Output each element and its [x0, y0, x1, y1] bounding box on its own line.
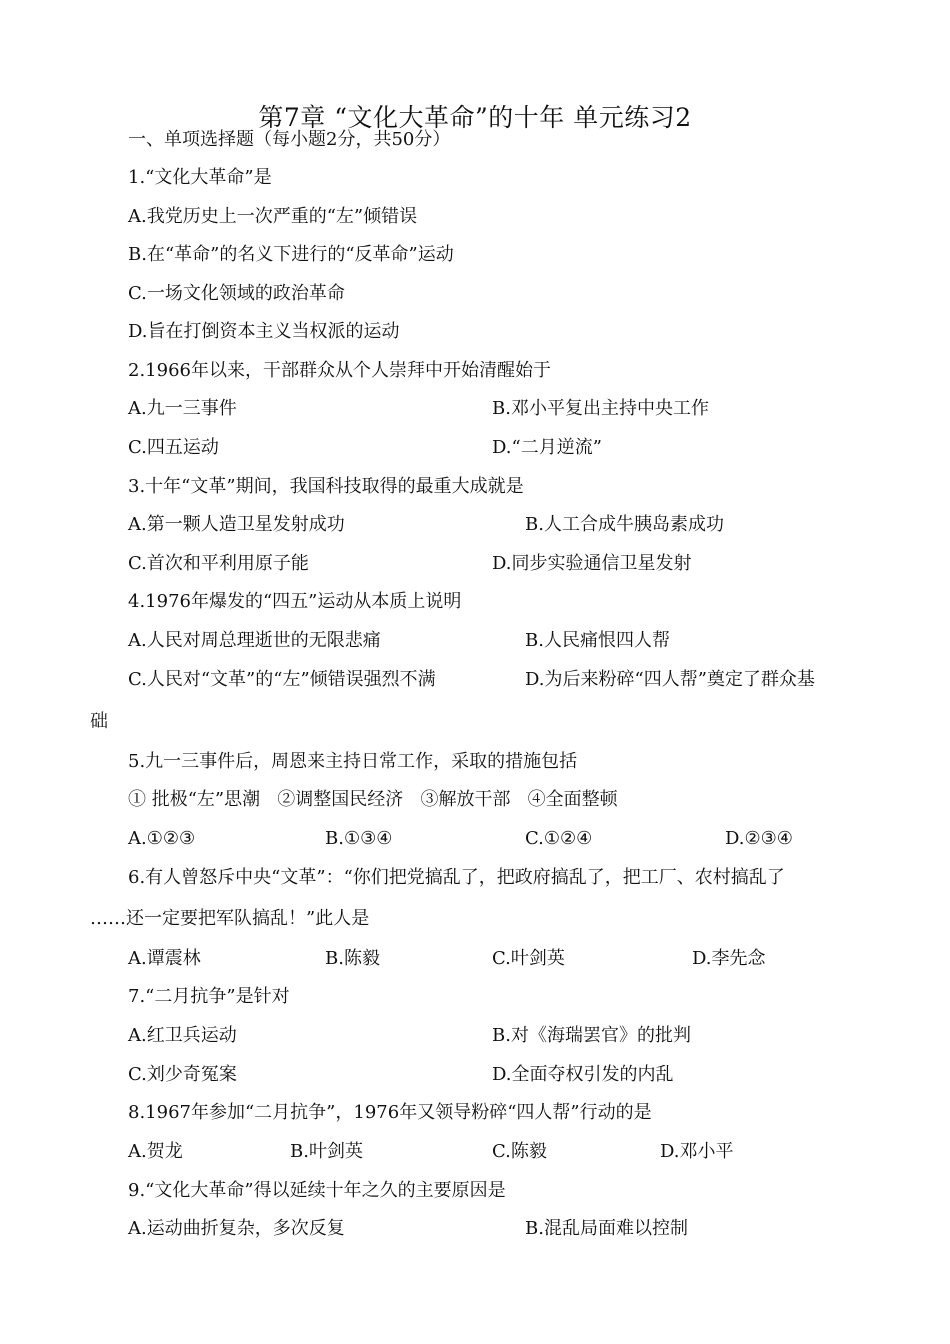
question-1-option-d: D.旨在打倒资本主义当权派的运动 [128, 321, 400, 342]
question-9-option-a: A.运动曲折复杂，多次反复 [128, 1218, 345, 1239]
question-1-option-c: C.一场文化领域的政治革命 [128, 283, 345, 304]
question-2-option-a: A.九一三事件 [128, 398, 237, 419]
section-heading: 一、单项选择题（每小题2分，共50分） [128, 129, 451, 150]
question-8-option-d: D.邓小平 [660, 1141, 734, 1162]
question-2-option-c: C.四五运动 [128, 437, 219, 458]
question-1-stem: 1.“文化大革命”是 [128, 167, 272, 188]
question-8-stem: 8.1967年参加“二月抗争”，1976年又领导粉碎“四人帮”行动的是 [128, 1102, 652, 1123]
question-6-option-b: B.陈毅 [325, 948, 380, 969]
question-3-option-b: B.人工合成牛胰岛素成功 [525, 514, 724, 535]
question-4-stem: 4.1976年爆发的“四五”运动从本质上说明 [128, 591, 462, 612]
question-7-stem: 7.“二月抗争”是针对 [128, 986, 290, 1007]
question-5-option-b: B.①③④ [325, 828, 393, 849]
question-7-option-b: B.对《海瑞罢官》的批判 [492, 1025, 691, 1046]
question-8-option-c: C.陈毅 [492, 1141, 547, 1162]
question-6-stem-continued: ……还一定要把军队搞乱！”此人是 [90, 908, 370, 929]
question-3-option-d: D.同步实验通信卫星发射 [492, 553, 692, 574]
question-4-option-c: C.人民对“文革”的“左”倾错误强烈不满 [128, 669, 436, 690]
question-6-option-c: C.叶剑英 [492, 948, 565, 969]
question-7-option-a: A.红卫兵运动 [128, 1025, 237, 1046]
question-5-option-c: C.①②④ [525, 828, 593, 849]
question-2-option-b: B.邓小平复出主持中央工作 [492, 398, 709, 419]
question-9-stem: 9.“文化大革命”得以延续十年之久的主要原因是 [128, 1180, 506, 1201]
question-3-option-c: C.首次和平利用原子能 [128, 553, 309, 574]
question-5-stem: 5.九一三事件后，周恩来主持日常工作，采取的措施包括 [128, 751, 578, 772]
question-4-option-d-continued: 础 [90, 711, 108, 732]
question-9-option-b: B.混乱局面难以控制 [525, 1218, 688, 1239]
question-5-option-d: D.②③④ [725, 828, 793, 849]
question-8-option-b: B.叶剑英 [290, 1141, 363, 1162]
question-8-option-a: A.贺龙 [128, 1141, 183, 1162]
document-title: 第7章 “文化大革命”的十年 单元练习2 [258, 103, 692, 132]
question-2-option-d: D.“二月逆流” [492, 437, 602, 458]
question-5-option-a: A.①②③ [128, 828, 196, 849]
question-4-option-d: D.为后来粉碎“四人帮”奠定了群众基 [525, 669, 815, 690]
question-4-option-b: B.人民痛恨四人帮 [525, 630, 670, 651]
question-1-option-b: B.在“革命”的名义下进行的“反革命”运动 [128, 244, 454, 265]
question-7-option-c: C.刘少奇冤案 [128, 1064, 237, 1085]
question-6-stem: 6.有人曾怒斥中央“文革”：“你们把党搞乱了，把政府搞乱了，把工厂、农村搞乱了 [128, 867, 785, 888]
question-3-option-a: A.第一颗人造卫星发射成功 [128, 514, 345, 535]
question-4-option-a: A.人民对周总理逝世的无限悲痛 [128, 630, 381, 651]
question-2-stem: 2.1966年以来，干部群众从个人崇拜中开始清醒始于 [128, 360, 551, 381]
question-6-option-d: D.李先念 [692, 948, 766, 969]
question-1-option-a: A.我党历史上一次严重的“左”倾错误 [128, 206, 418, 227]
question-3-stem: 3.十年“文革”期间，我国科技取得的最重大成就是 [128, 476, 524, 497]
question-5-statements: ① 批极“左”思潮 ②调整国民经济 ③解放干部 ④全面整顿 [128, 789, 618, 810]
question-7-option-d: D.全面夺权引发的内乱 [492, 1064, 674, 1085]
question-6-option-a: A.谭震林 [128, 948, 201, 969]
